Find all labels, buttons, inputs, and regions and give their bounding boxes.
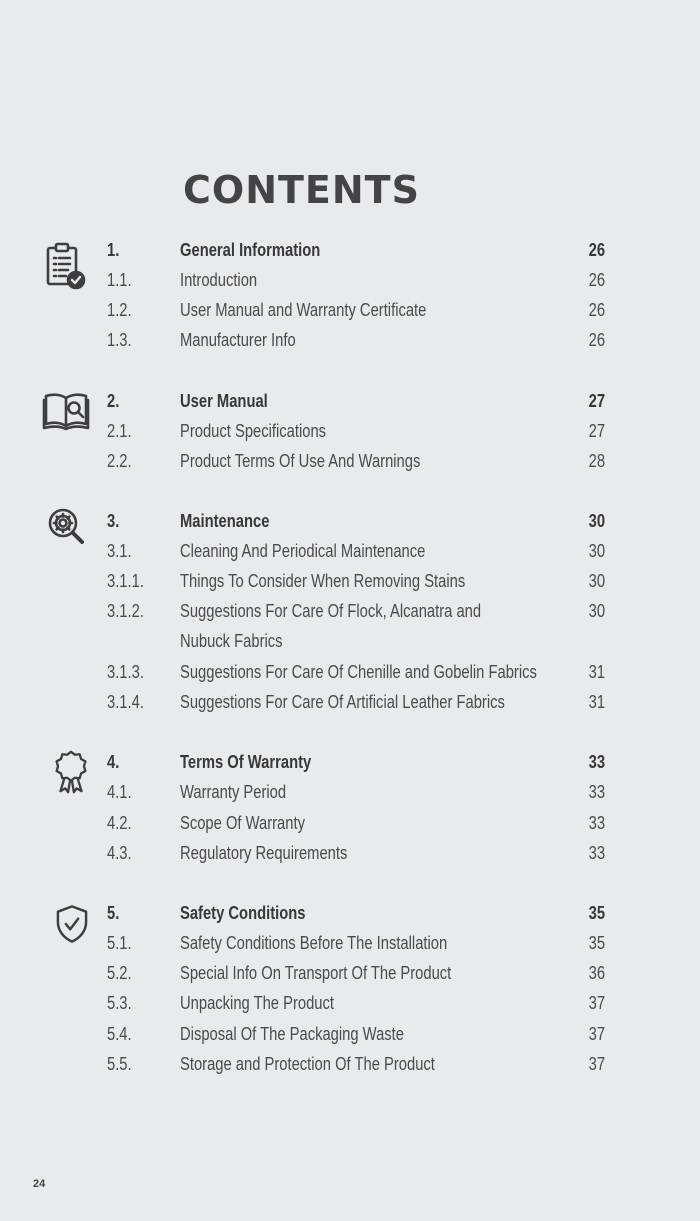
toc-title: Suggestions For Care Of Artificial Leather Fabrics	[180, 692, 505, 712]
toc-page: 35	[588, 903, 605, 923]
toc-title: Disposal Of The Packaging Waste	[180, 1024, 404, 1044]
toc-item-3-1-1[interactable]	[0, 566, 700, 596]
toc-item-5-2[interactable]	[0, 958, 700, 988]
toc-page: 28	[588, 451, 605, 471]
toc-title: General Information	[180, 240, 321, 260]
toc-page: 35	[588, 933, 605, 953]
toc-title: Warranty Period	[180, 782, 287, 802]
toc-page: 27	[588, 391, 605, 411]
toc-title: Special Info On Transport Of The Product	[180, 963, 452, 983]
toc-title: Maintenance	[180, 511, 270, 531]
toc-title: Safety Conditions	[180, 903, 306, 923]
page-title: CONTENTS	[183, 168, 420, 212]
toc-heading-5[interactable]	[0, 898, 700, 928]
toc-title: Introduction	[180, 270, 258, 290]
toc-page: 26	[588, 330, 605, 350]
toc-number: 4.2.	[107, 813, 132, 833]
toc-page: 37	[588, 1024, 605, 1044]
toc-heading-3[interactable]	[0, 506, 700, 536]
toc-number: 5.1.	[107, 933, 132, 953]
toc-number: 1.1.	[107, 270, 132, 290]
toc-item-1-1[interactable]	[0, 265, 700, 295]
toc-number: 3.1.4.	[107, 692, 144, 712]
toc-title: Scope Of Warranty	[180, 813, 305, 833]
toc-title-continued: Nubuck Fabrics	[180, 631, 283, 651]
toc-page: 33	[588, 782, 605, 802]
toc-number: 4.3.	[107, 843, 132, 863]
toc-number: 1.2.	[107, 300, 132, 320]
toc-number: 2.2.	[107, 451, 132, 471]
toc-title: User Manual	[180, 391, 268, 411]
toc-page: 27	[588, 421, 605, 441]
toc-title: Things To Consider When Removing Stains	[180, 571, 466, 591]
toc-item-3-1[interactable]	[0, 536, 700, 566]
toc-title: Unpacking The Product	[180, 993, 334, 1013]
toc-heading-1[interactable]	[0, 235, 700, 265]
toc-heading-4[interactable]	[0, 747, 700, 777]
toc-page: 30	[588, 541, 605, 561]
toc-item-2-1[interactable]	[0, 416, 700, 446]
toc-number: 3.1.2.	[107, 601, 144, 621]
toc-number: 1.3.	[107, 330, 132, 350]
toc-number: 3.1.	[107, 541, 132, 561]
toc-number: 4.1.	[107, 782, 132, 802]
toc-title: Product Specifications	[180, 421, 327, 441]
toc-item-3-1-3[interactable]	[0, 657, 700, 687]
toc-title: Safety Conditions Before The Installation	[180, 933, 448, 953]
toc-heading-2[interactable]	[0, 386, 700, 416]
toc-page: 31	[588, 692, 605, 712]
toc-number: 5.2.	[107, 963, 132, 983]
toc-title: Product Terms Of Use And Warnings	[180, 451, 421, 471]
toc-page: 31	[588, 662, 605, 682]
toc-page: 37	[588, 1054, 605, 1074]
toc-item-1-3[interactable]	[0, 325, 700, 355]
toc-item-4-3[interactable]	[0, 838, 700, 868]
toc-page: 36	[588, 963, 605, 983]
toc-page: 30	[588, 601, 605, 621]
toc-title: User Manual and Warranty Certificate	[180, 300, 427, 320]
toc-number: 5.4.	[107, 1024, 132, 1044]
toc-page: 30	[588, 571, 605, 591]
page-number: 24	[33, 1178, 46, 1190]
toc-page: 26	[588, 240, 605, 260]
toc-item-4-1[interactable]	[0, 777, 700, 807]
toc-page: 33	[588, 752, 605, 772]
toc-item-2-2[interactable]	[0, 446, 700, 476]
toc-item-1-2[interactable]	[0, 295, 700, 325]
toc-title: Suggestions For Care Of Flock, Alcanatra and	[180, 601, 482, 621]
toc-title: Storage and Protection Of The Product	[180, 1054, 435, 1074]
toc-item-5-3[interactable]	[0, 988, 700, 1018]
toc-page: 33	[588, 813, 605, 833]
toc-item-3-1-4[interactable]	[0, 687, 700, 717]
toc-page: 30	[588, 511, 605, 531]
toc-title: Suggestions For Care Of Chenille and Gobelin Fabrics	[180, 662, 537, 682]
toc-number: 3.1.3.	[107, 662, 144, 682]
toc-page: 26	[588, 270, 605, 290]
toc-number: 3.1.1.	[107, 571, 144, 591]
toc-page: 37	[588, 993, 605, 1013]
toc-number: 4.	[107, 752, 120, 772]
toc-item-3-1-2[interactable]	[0, 596, 700, 626]
toc-number: 2.	[107, 391, 120, 411]
toc-item-5-5[interactable]	[0, 1049, 700, 1079]
toc-number: 3.	[107, 511, 120, 531]
toc-page: 26	[588, 300, 605, 320]
toc-item-4-2[interactable]	[0, 808, 700, 838]
toc-item-5-4[interactable]	[0, 1019, 700, 1049]
toc-page: 33	[588, 843, 605, 863]
toc-item-5-1[interactable]	[0, 928, 700, 958]
toc-title: Cleaning And Periodical Maintenance	[180, 541, 426, 561]
toc-number: 5.	[107, 903, 120, 923]
toc-number: 5.5.	[107, 1054, 132, 1074]
toc-title: Terms Of Warranty	[180, 752, 312, 772]
toc-item-3-1-2-continued[interactable]	[0, 626, 700, 656]
toc-number: 1.	[107, 240, 120, 260]
toc-number: 2.1.	[107, 421, 132, 441]
toc-title: Manufacturer Info	[180, 330, 296, 350]
toc-number: 5.3.	[107, 993, 132, 1013]
toc-title: Regulatory Requirements	[180, 843, 348, 863]
